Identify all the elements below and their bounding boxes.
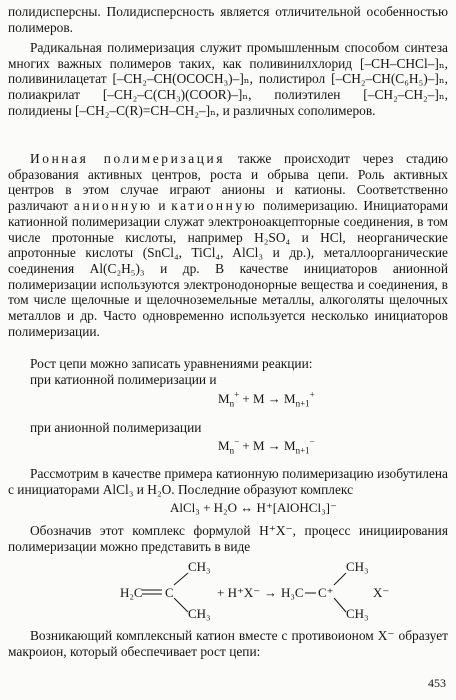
equation-anionic-growth: $M_n^- + M \to M_{n+1}^-$ bbox=[218, 436, 315, 456]
ionic-text-2: и bbox=[152, 198, 172, 214]
paragraph-example: Рассмотрим в качестве примера катионную полимеризацию изобутилена с инициаторами AlCl₃ и H₂O. Последние образуют комплекс bbox=[8, 466, 448, 497]
scheme-x-minus: X⁻ bbox=[373, 585, 390, 600]
equation-cationic-growth: $M_n^+ + M \to M_{n+1}^+$ bbox=[218, 389, 315, 409]
page-number: 453 bbox=[428, 676, 446, 691]
scheme-ch3-bottom-left: CH₃ bbox=[188, 606, 211, 621]
anionic-label: при анионной полимеризации bbox=[30, 420, 202, 435]
paragraph-radical-polymerization: Радикальная полимеризация служит промышленным способом синтеза многих важных полимеров таких, как поливинилхлорид [–CH–CHCl–]ₙ, поливинилацетат [–CH₂–CH(OCOCH₃)–]ₙ, полистирол [–CH₂–CH(C₆H₅)–]ₙ, полиакрилат [–CH₂–C(CH₃)(COOR)–]ₙ, полиэтилен [–CH₂–CH₂–]ₙ, полидиены [–CH₂–C(R)=CH–CH₂–]ₙ, и различных сополимеров. bbox=[8, 40, 448, 118]
scheme-arrow: → bbox=[264, 585, 277, 600]
chain-growth-intro: Рост цепи можно записать уравнениями реакции: bbox=[30, 356, 313, 371]
term-cationic: катионную bbox=[171, 198, 258, 214]
scheme-ch3-top-right: CH₃ bbox=[346, 559, 369, 574]
scheme-h3c: H₃C bbox=[281, 585, 304, 600]
term-anionic: анионную bbox=[73, 198, 153, 214]
equation-complex: AlCl₃ + H₂O ↔ H⁺[AlOHCl₃]⁻ bbox=[170, 500, 337, 515]
scheme-c-plus: C⁺ bbox=[318, 585, 334, 600]
scheme-ch3-top-left: CH₃ bbox=[188, 559, 211, 574]
scheme-c: C bbox=[165, 585, 174, 600]
scheme-ch3-bottom-right: CH₃ bbox=[346, 606, 369, 621]
paragraph-final: Возникающий комплексный катион вместе с противоионом X⁻ образует макроион, который обеспечивает рост цепи: bbox=[8, 628, 448, 659]
ionic-text-1: также происходит через стадию образования активных центров, роста и обрыва цепи. Роль активных центров в этом случае играют анионы и катионы. Соответственно различают bbox=[8, 151, 448, 214]
cationic-label: при катионной полимеризации и bbox=[30, 372, 217, 387]
scheme-h2c: H₂C bbox=[120, 585, 143, 600]
scheme-plus-hx: + H⁺X⁻ bbox=[217, 585, 261, 600]
paragraph-ionic-polymerization bbox=[8, 151, 448, 339]
paragraph-designate: Обозначив этот комплекс формулой H⁺X⁻, процесс инициирования полимеризации можно представить в виде bbox=[8, 523, 448, 554]
ionic-text-3: полимеризацию. Инициаторами катионной полимеризации служат электроноакцепторные соединения, в том числе протонные кислоты, например H₂SO₄ и HCl, неорганические апротонные кислоты (SnCl₄, TiCl₄, AlCl₃ и др.), металлоорганические соединения Al(C₂H₅)₃ и др. В качестве инициаторов анионной полимеризации используются электронодонорные вещества и соединения, в том числе щелочные и щелочноземельные металлы, алкоголяты щелочных металлов и др. Часто одновременно используется несколько инициаторов полимеризации. bbox=[8, 198, 448, 339]
paragraph-top: полидисперсны. Полидисперсность является отличительной особенностью полимеров. bbox=[8, 4, 448, 35]
term-ionic-polymerization: Ионная полимеризация bbox=[30, 151, 226, 166]
initiation-scheme bbox=[0, 556, 456, 624]
